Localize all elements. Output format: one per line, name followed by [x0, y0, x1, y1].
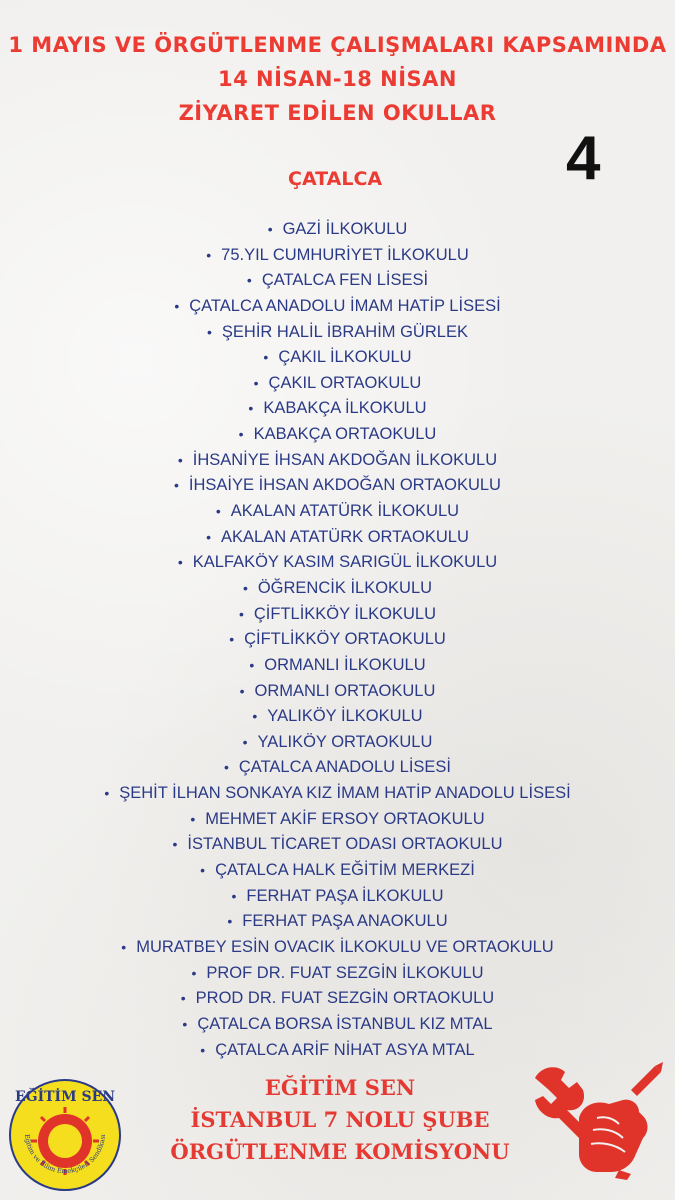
- page-number: 4: [566, 124, 601, 193]
- bullet-icon: •: [239, 682, 245, 699]
- school-name: MEHMET AKİF ERSOY ORTAOKULU: [205, 809, 485, 828]
- bullet-icon: •: [177, 451, 183, 468]
- bullet-icon: •: [238, 605, 244, 622]
- school-name: İHSAİYE İHSAN AKDOĞAN ORTAOKULU: [188, 476, 501, 495]
- bullet-icon: •: [174, 477, 179, 494]
- bullet-icon: •: [180, 990, 186, 1007]
- school-list-item: [0, 884, 675, 910]
- bullet-icon: •: [253, 374, 259, 391]
- bullet-icon: •: [246, 272, 252, 289]
- school-name: AKALAN ATATÜRK İLKOKULU: [230, 502, 460, 521]
- school-list-item: [0, 345, 675, 371]
- school-list: [0, 217, 675, 1063]
- school-list-item: [0, 755, 675, 781]
- bullet-icon: •: [191, 964, 197, 981]
- school-name: ÖĞRENCİK İLKOKULU: [257, 578, 433, 597]
- district-title: ÇATALCA: [288, 168, 383, 190]
- bullet-icon: •: [231, 887, 237, 904]
- school-list-item: [0, 320, 675, 346]
- header-line-3: ZİYARET EDİLEN OKULLAR: [178, 101, 497, 125]
- bullet-icon: •: [207, 323, 212, 340]
- school-list-item: [0, 1012, 675, 1038]
- bullet-icon: •: [248, 400, 254, 417]
- school-name: ÇATALCA FEN LİSESİ: [261, 271, 429, 290]
- school-name: MURATBEY ESİN OVACIK İLKOKULU VE ORTAOKULU: [136, 937, 554, 956]
- school-list-item: [0, 396, 675, 422]
- school-name: 75.YIL CUMHURİYET İLKOKULU: [221, 245, 469, 264]
- bullet-icon: •: [206, 528, 212, 545]
- footer: [140, 1072, 540, 1168]
- school-list-item: [0, 679, 675, 705]
- bullet-icon: •: [223, 759, 229, 776]
- bullet-icon: •: [249, 656, 255, 673]
- school-list-item: [0, 294, 675, 320]
- school-name: ŞEHİT İLHAN SONKAYA KIZ İMAM HATİP ANADOLU LİSESİ: [119, 784, 571, 803]
- school-list-item: [0, 602, 675, 628]
- school-list-item: [0, 550, 675, 576]
- school-list-item: [0, 448, 675, 474]
- school-list-item: [0, 217, 675, 243]
- bullet-icon: •: [182, 1015, 188, 1032]
- school-name: PROF DR. FUAT SEZGİN İLKOKULU: [206, 963, 484, 982]
- school-name: ÇİFTLİKKÖY İLKOKULU: [253, 604, 437, 623]
- school-list-item: [0, 627, 675, 653]
- school-list-item: [0, 371, 675, 397]
- page-header: [0, 28, 675, 130]
- school-list-item: [0, 858, 675, 884]
- school-list-item: [0, 730, 675, 756]
- school-list-item: [0, 935, 675, 961]
- footer-line-2: İSTANBUL 7 NOLU ŞUBE: [190, 1107, 490, 1132]
- school-name: ORMANLI ORTAOKULU: [254, 681, 436, 700]
- bullet-icon: •: [200, 862, 206, 879]
- school-list-item: [0, 704, 675, 730]
- school-list-item: [0, 807, 675, 833]
- bullet-icon: •: [121, 938, 127, 955]
- school-name: ÇATALCA ANADOLU LİSESİ: [238, 758, 452, 777]
- bullet-icon: •: [252, 708, 258, 725]
- school-name: PROD DR. FUAT SEZGİN ORTAOKULU: [195, 989, 495, 1008]
- school-name: ÇATALCA HALK EĞİTİM MERKEZİ: [215, 861, 475, 880]
- bullet-icon: •: [190, 810, 196, 827]
- school-name: ÇAKIL ORTAOKULU: [268, 373, 422, 392]
- school-name: FERHAT PAŞA ANAOKULU: [242, 912, 448, 931]
- egitim-sen-logo: [5, 1073, 125, 1191]
- school-name: ÇATALCA ANADOLU İMAM HATİP LİSESİ: [189, 296, 501, 315]
- bullet-icon: •: [242, 733, 248, 750]
- logo-ring-text: Eğitim ve Bilim Emekçileri Sendikası: [22, 1133, 107, 1176]
- bullet-icon: •: [242, 579, 248, 596]
- school-list-item: [0, 781, 675, 807]
- school-list-item: [0, 986, 675, 1012]
- school-name: ÇATALCA ARİF NİHAT ASYA MTAL: [215, 1040, 475, 1059]
- fist-with-wrench-and-pencil-icon: [527, 1060, 665, 1180]
- school-list-item: [0, 268, 675, 294]
- school-name: FERHAT PAŞA İLKOKULU: [246, 886, 444, 905]
- school-name: ŞEHİR HALİL İBRAHİM GÜRLEK: [221, 322, 468, 341]
- bullet-icon: •: [177, 554, 183, 571]
- school-list-item: [0, 499, 675, 525]
- school-name: AKALAN ATATÜRK ORTAOKULU: [221, 527, 469, 546]
- bullet-icon: •: [172, 836, 178, 853]
- bullet-icon: •: [238, 426, 244, 443]
- logo-top-text: EĞİTİM SEN: [14, 1089, 116, 1105]
- school-list-item: [0, 961, 675, 987]
- footer-line-1: EĞİTİM SEN: [264, 1075, 416, 1100]
- school-list-item: [0, 422, 675, 448]
- school-name: YALIKÖY ORTAOKULU: [257, 732, 433, 751]
- school-list-item: [0, 473, 675, 499]
- school-list-item: [0, 832, 675, 858]
- footer-line-3: ÖRGÜTLENME KOMİSYONU: [170, 1139, 510, 1164]
- school-name: ÇİFTLİKKÖY ORTAOKULU: [244, 630, 446, 649]
- bullet-icon: •: [215, 503, 221, 520]
- school-name: GAZİ İLKOKULU: [282, 220, 408, 238]
- header-line-1: 1 MAYIS VE ÖRGÜTLENME ÇALIŞMALARI KAPSAMINDA: [8, 33, 667, 57]
- bullet-icon: •: [229, 631, 235, 648]
- school-list-item: [0, 576, 675, 602]
- bullet-icon: •: [263, 349, 269, 366]
- bullet-icon: •: [227, 913, 233, 930]
- school-name: ÇATALCA BORSA İSTANBUL KIZ MTAL: [197, 1014, 493, 1033]
- school-name: KABAKÇA ORTAOKULU: [253, 425, 437, 444]
- bullet-icon: •: [174, 297, 180, 314]
- school-name: İHSANİYE İHSAN AKDOĞAN İLKOKULU: [192, 450, 498, 469]
- bullet-icon: •: [206, 246, 212, 263]
- school-name: KALFAKÖY KASIM SARIGÜL İLKOKULU: [192, 553, 498, 572]
- school-name: YALIKÖY İLKOKULU: [267, 707, 423, 726]
- school-list-item: [0, 243, 675, 269]
- school-name: ORMANLI İLKOKULU: [264, 655, 426, 674]
- school-list-item: [0, 909, 675, 935]
- bullet-icon: •: [267, 221, 273, 237]
- school-list-item: [0, 525, 675, 551]
- header-line-2: 14 NİSAN-18 NİSAN: [218, 67, 457, 91]
- bullet-icon: •: [104, 785, 110, 802]
- school-name: İSTANBUL TİCARET ODASI ORTAOKULU: [187, 835, 503, 854]
- school-name: KABAKÇA İLKOKULU: [263, 399, 427, 418]
- school-list-item: [0, 653, 675, 679]
- school-name: ÇAKIL İLKOKULU: [278, 348, 412, 367]
- bullet-icon: •: [200, 1041, 206, 1058]
